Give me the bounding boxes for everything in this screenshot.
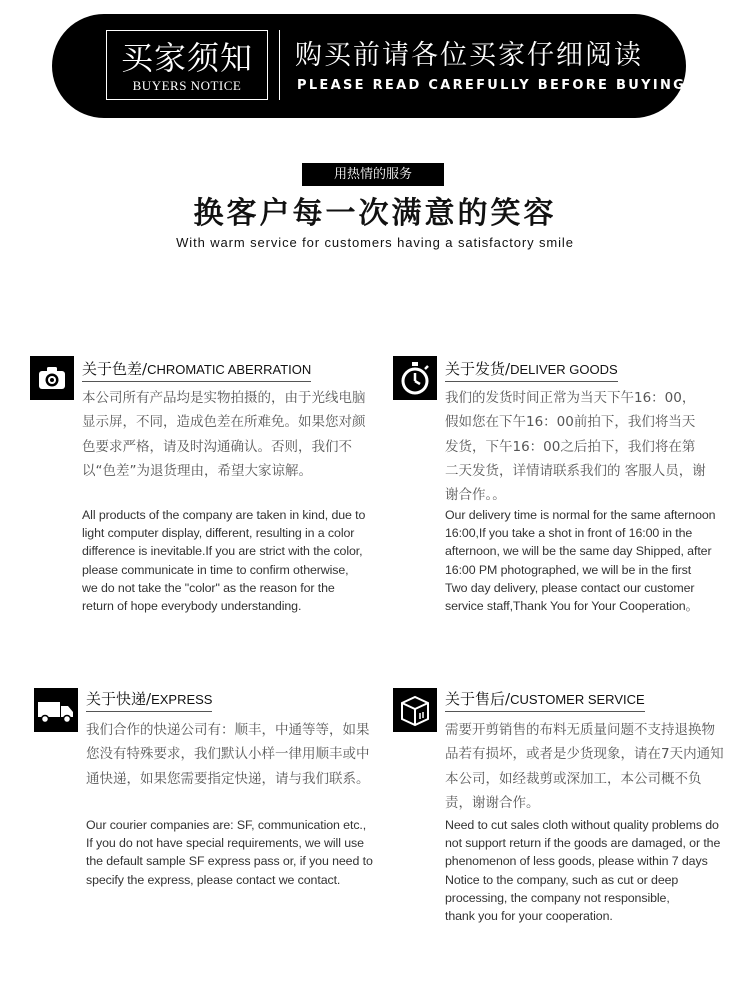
banner-title: 购买前请各位买家仔细阅读 (295, 40, 643, 71)
section-title-cn: 关于快递/ (86, 690, 152, 708)
section-body-en: Our delivery time is normal for the same afternoon 16:00,If you take a shot in front of 16:00 in the afternoon, we will be the same day Shipped, after 16:00 PM photographed, we will be in the first Two day delivery, please contact our customer service staff,Thank You for Your Cooperation。 (445, 508, 716, 614)
section-title-cn: 关于售后/ (445, 690, 511, 708)
section-body-en: Our courier companies are: SF, communication etc., If you do not have special requirements, we will use the default sample SF express pass or, if you need to specify the express, please contact we contact. (86, 818, 373, 887)
banner-subtitle: PLEASE READ CAREFULLY BEFORE BUYING (297, 78, 687, 93)
section-title-en: DELIVER GOODS (510, 362, 618, 377)
section-title (86, 688, 212, 712)
badge-title: 买家须知 (120, 39, 253, 77)
section-title-en: CUSTOMER SERVICE (510, 692, 645, 707)
section-title (445, 358, 618, 382)
section-body-cn: 我们合作的快递公司有：顺丰，中通等等，如果您没有特殊要求，我们默认小样一律用顺丰或中通快递，如果您需要指定快递，请与我们联系。 (86, 722, 370, 787)
camera-icon (30, 356, 74, 400)
section-title-cn: 关于发货/ (445, 360, 511, 378)
badge-subtitle: BUYERS NOTICE (132, 78, 242, 93)
service-slogan: 换客户每一次满意的笑容 (193, 196, 557, 231)
section-body-cn: 我们的发货时间正常为当天下午16：00，假如您在下午16：00前拍下，我们将当天发货，下午16：00之后拍下，我们将在第二天发货，详情请联系我们的 客服人员，谢谢合作。。 (445, 390, 706, 504)
header-banner (52, 14, 686, 118)
section-body-cn: 需要开剪销售的布料无质量问题不支持退换物品若有损坏，或者是少货现象，请在7天内通知本公司，如经裁剪或深加工，本公司概不负责，谢谢合作。 (445, 722, 724, 811)
buyers-notice-badge (106, 30, 268, 100)
stopwatch-icon (393, 356, 437, 400)
section-title-en: CHROMATIC ABERRATION (147, 362, 312, 377)
section-body-en: Need to cut sales cloth without quality problems do not support return if the goods are damaged, or the phenomenon of less goods, please within 7 days Notice to the company, such as cut or deep processing, the company not responsible, thank you for your cooperation. (445, 818, 721, 924)
section-title (82, 358, 311, 382)
section-body-cn: 本公司所有产品均是实物拍摄的，由于光线电脑显示屏，不同，造成色差在所难免。如果您对颜色要求严格，请及时沟通确认。否则，我们不以“色差”为退货理由，希望大家谅解。 (82, 390, 366, 479)
section-body-en: All products of the company are taken in kind, due to light computer display, different, resulting in a color difference is inevitable.If you are strict with the color, please communicate in time to confirm otherwise, we do not take the "color" as the reason for the return of hope everybody understanding. (82, 508, 366, 614)
truck-icon (34, 688, 78, 732)
section-title-cn: 关于色差/ (82, 360, 148, 378)
banner-divider (279, 30, 280, 100)
section-title-en: EXPRESS (151, 692, 213, 707)
service-tag: 用热情的服务 (302, 163, 444, 186)
package-icon (393, 688, 437, 732)
section-title (445, 688, 645, 712)
service-slogan-en: With warm service for customers having a satisfactory smile (176, 235, 574, 250)
